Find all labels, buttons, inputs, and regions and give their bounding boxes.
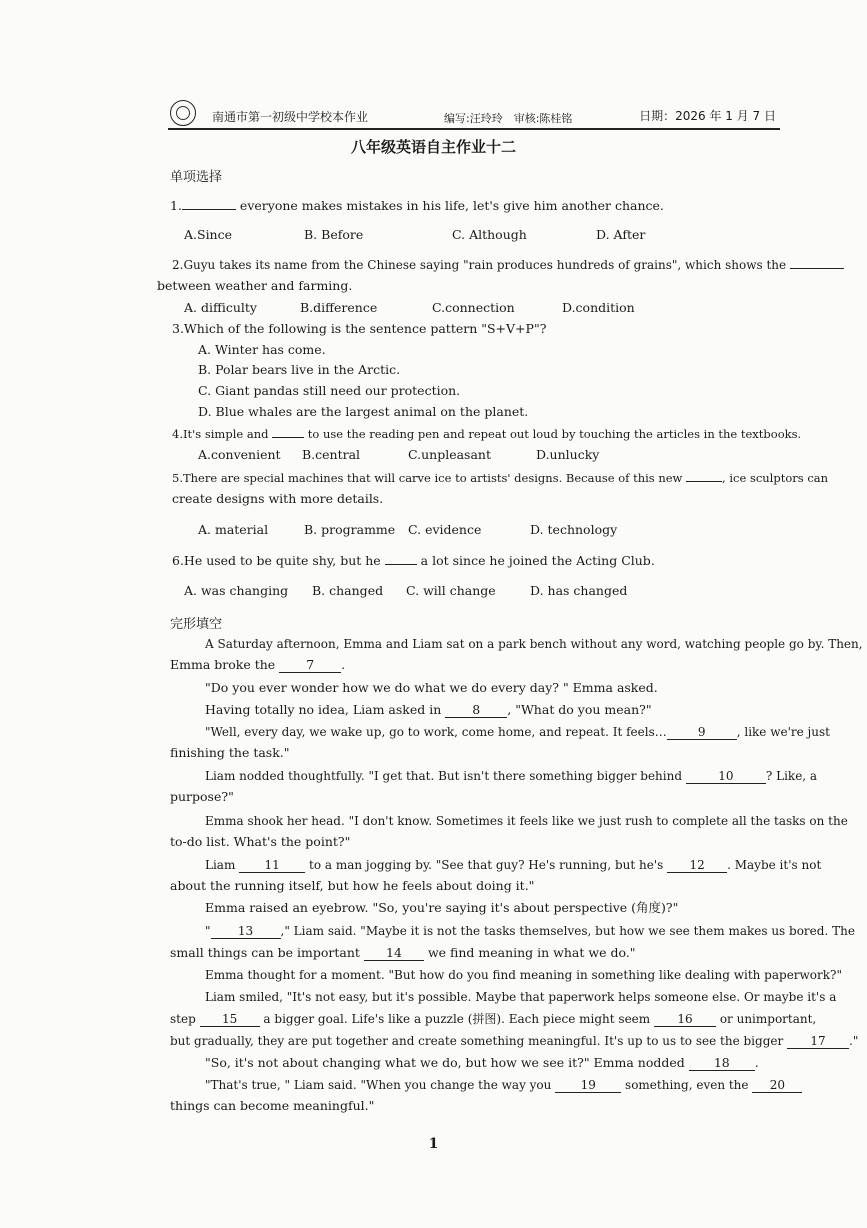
cloze-line: Emma thought for a moment. "But how do you find meaning in something like dealing with paperwork?" [205, 968, 842, 982]
option-a: A. Winter has come. [198, 342, 326, 357]
question-5 [172, 470, 828, 486]
cloze-text: to a man jogging by. "See that guy? He's running, but he's [309, 858, 664, 872]
option-b: B. Before [304, 227, 364, 242]
cloze-text: ? Like, a [765, 769, 818, 783]
cloze-line [205, 923, 855, 939]
answer-blank [182, 209, 236, 210]
cloze-line [205, 1077, 802, 1093]
cloze-blank: 8 [445, 703, 507, 718]
cloze-blank: 13 [211, 924, 281, 939]
cloze-line: things can become meaningful." [170, 1098, 375, 1113]
cloze-text: ." [849, 1034, 859, 1048]
question-text: to use the reading pen and repeat out loud by touching the articles in the textbooks. [307, 427, 802, 441]
cloze-blank: 20 [752, 1078, 802, 1093]
cloze-text: small things can be important [170, 945, 360, 960]
section-heading-cloze: 完形填空 [170, 617, 223, 632]
option-c: C. Although [452, 227, 527, 242]
cloze-line: about the running itself, but how he feels about doing it." [170, 878, 535, 893]
option-b: B. Polar bears live in the Arctic. [198, 362, 401, 377]
header-date: 日期：2026 年 1 月 7 日 [639, 109, 776, 123]
cloze-line: Emma shook her head. "I don't know. Sometimes it feels like we just rush to complete all the tasks on the [205, 814, 848, 828]
question-6 [172, 553, 655, 569]
option-d: D. Blue whales are the largest animal on the planet. [198, 404, 529, 419]
option-c: C. evidence [408, 522, 482, 537]
cloze-line: finishing the task." [170, 745, 290, 760]
option-b: B.central [302, 447, 361, 462]
cloze-text: Having totally no idea, Liam asked in [205, 702, 442, 717]
question-text: 2.Guyu takes its name from the Chinese saying "rain produces hundreds of grains", which shows the [172, 258, 787, 272]
cloze-blank: 9 [667, 725, 737, 740]
cloze-blank: 14 [364, 946, 424, 961]
question-text: 4.It's simple and [172, 427, 269, 441]
option-a: A. material [198, 522, 269, 537]
school-name: 南通市第一初级中学校本作业 [212, 110, 369, 124]
cloze-text: we find meaning in what we do." [427, 945, 636, 960]
option-a: A.convenient [198, 447, 281, 462]
cloze-line [170, 1033, 858, 1049]
cloze-line [205, 724, 830, 740]
cloze-text: . [341, 657, 346, 672]
cloze-line: purpose?" [170, 789, 234, 804]
cloze-text: " [205, 924, 211, 938]
cloze-text: "That's true, " Liam said. "When you change the way you [205, 1078, 552, 1092]
option-d: D. has changed [530, 583, 628, 598]
cloze-blank: 19 [555, 1078, 621, 1093]
option-d: D. After [596, 227, 646, 242]
cloze-text: Emma broke the [170, 657, 276, 672]
option-a: A. was changing [184, 583, 289, 598]
answer-blank [272, 437, 304, 438]
option-c: C. Giant pandas still need our protection. [198, 383, 461, 398]
question-text: , ice sculptors can [722, 471, 829, 485]
question-2 [172, 257, 844, 273]
option-a: A.Since [184, 227, 233, 242]
answer-blank [790, 268, 844, 269]
cloze-text: Liam nodded thoughtfully. "I get that. But isn't there something bigger behind [205, 769, 683, 783]
question-text: a lot since he joined the Acting Club. [420, 553, 655, 568]
option-d: D.condition [562, 300, 635, 315]
cloze-line: "Do you ever wonder how we do what we do every day? " Emma asked. [205, 680, 658, 695]
option-d: D.unlucky [536, 447, 600, 462]
cloze-line: Liam smiled, "It's not easy, but it's possible. Maybe that paperwork helps someone else. Or maybe it's a [205, 990, 837, 1004]
question-2-cont: between weather and farming. [157, 278, 353, 293]
cloze-blank: 17 [787, 1034, 849, 1049]
cloze-text: . Maybe it's not [727, 858, 822, 872]
option-c: C.connection [432, 300, 515, 315]
option-b: B. programme [304, 522, 396, 537]
cloze-text: , like we're just [736, 725, 830, 739]
option-d: D. technology [530, 522, 618, 537]
cloze-blank: 10 [686, 769, 766, 784]
cloze-text: "Well, every day, we wake up, go to work, come home, and repeat. It feels… [205, 725, 667, 739]
cloze-blank: 16 [654, 1012, 716, 1027]
cloze-text: step [170, 1012, 196, 1026]
question-text: 6.He used to be quite shy, but he [172, 553, 381, 568]
cloze-text: . [754, 1055, 759, 1070]
option-b: B.difference [300, 300, 378, 315]
page-title: 八年级英语自主作业十二 [350, 138, 516, 156]
cloze-line [205, 702, 652, 718]
cloze-line: Emma raised an eyebrow. "So, you're saying it's about perspective (角度)?" [205, 900, 679, 915]
question-3: 3.Which of the following is the sentence pattern "S+V+P"? [172, 321, 547, 336]
section-heading-choice: 单项选择 [170, 170, 223, 185]
answer-blank [385, 564, 417, 565]
question-5-cont: create designs with more details. [172, 491, 384, 506]
school-logo-icon [170, 100, 196, 126]
cloze-blank: 12 [667, 858, 727, 873]
question-text: everyone makes mistakes in his life, let's give him another chance. [239, 198, 664, 213]
editor-info: 编写:汪玲玲 审核:陈桂铭 [444, 112, 573, 125]
cloze-line [205, 1055, 759, 1071]
cloze-blank: 7 [279, 658, 341, 673]
cloze-line [170, 1011, 816, 1027]
option-a: A. difficulty [184, 300, 257, 315]
cloze-line [170, 657, 345, 673]
cloze-line [205, 768, 817, 784]
cloze-text: or unimportant, [719, 1012, 817, 1026]
cloze-line [205, 857, 821, 873]
cloze-text: , "What do you mean?" [507, 702, 652, 717]
cloze-text: a bigger goal. Life's like a puzzle (拼图). Each piece might seem [263, 1012, 651, 1026]
cloze-text: something, even the [625, 1078, 749, 1092]
cloze-blank: 18 [689, 1056, 755, 1071]
cloze-blank: 11 [239, 858, 305, 873]
page-number: 1 [428, 1136, 439, 1152]
cloze-blank: 15 [200, 1012, 260, 1027]
question-number: 1. [170, 198, 182, 213]
question-1 [170, 198, 664, 214]
cloze-text: "So, it's not about changing what we do, but how we see it?" Emma nodded [205, 1055, 685, 1070]
answer-blank [686, 481, 722, 482]
question-4 [172, 426, 801, 442]
cloze-text: ," Liam said. "Maybe it is not the tasks themselves, but how we see them makes us bored. The [280, 924, 855, 938]
cloze-line [170, 945, 635, 961]
cloze-line: A Saturday afternoon, Emma and Liam sat on a park bench without any word, watching people go by. Then, [205, 637, 863, 651]
option-b: B. changed [312, 583, 384, 598]
cloze-line: to-do list. What's the point?" [170, 834, 351, 849]
option-c: C. will change [406, 583, 496, 598]
page-header [168, 96, 780, 130]
cloze-text: Liam [205, 858, 236, 872]
question-text: 5.There are special machines that will carve ice to artists' designs. Because of this new [172, 471, 683, 485]
option-c: C.unpleasant [408, 447, 491, 462]
cloze-text: but gradually, they are put together and create something meaningful. It's up to us to see the bigger [170, 1034, 784, 1048]
header-rule [168, 128, 780, 130]
